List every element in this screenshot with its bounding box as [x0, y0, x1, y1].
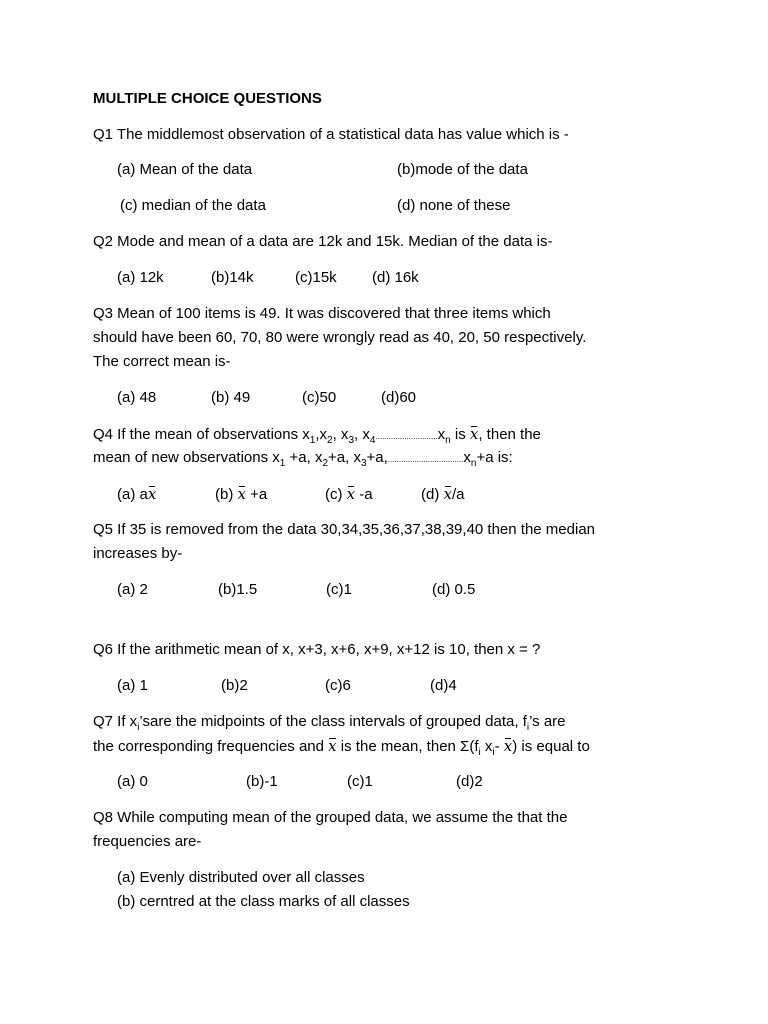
q3-option-d: (d)60 [381, 389, 417, 406]
question-5-line-1: Q5 If 35 is removed from the data 30,34,35,36,37,38,39,40 then the median [93, 521, 596, 538]
q5-option-a: (a) 2 [117, 581, 148, 598]
question-7-line-1: Q7 If $x_i’sare$ the midpoints of the class intervals of grouped data, $f_i’s$ are [93, 713, 566, 733]
q1-option-a: (a) Mean of the data [117, 161, 253, 178]
q3-option-a: (a) 48 [117, 389, 157, 406]
question-6: Q6 If the arithmetic mean of x, x+3, x+6, x+9, x+12 is 10, then x = ? [93, 641, 541, 658]
q5-option-d: (d) 0.5 [432, 581, 476, 598]
q6-option-b: (b)2 [221, 677, 248, 694]
question-4-line-1: Q4 If the mean of observations $x_1,x_2$, $x_3$, $x_4............................x_n$ is x, then the [93, 425, 541, 446]
q5-option-c: (c)1 [326, 581, 352, 598]
q4-option-c: (c) x -a [325, 485, 373, 503]
q5-option-b: (b)1.5 [218, 581, 258, 598]
question-8-line-2: frequencies are- [93, 833, 202, 850]
q7-option-d: (d)2 [456, 773, 483, 790]
question-2: Q2 Mode and mean of a data are 12k and 15k. Median of the data is- [93, 233, 553, 250]
x-bar-symbol: x [237, 485, 246, 503]
q2-option-a: (a) 12k [117, 269, 164, 286]
q6-option-a: (a) 1 [117, 677, 148, 694]
q6-option-c: (c)6 [325, 677, 351, 694]
q7-option-a: (a) 0 [117, 773, 148, 790]
q2-option-b: (b)14k [211, 269, 254, 286]
q3-option-b: (b) 49 [211, 389, 251, 406]
question-8-line-1: Q8 While computing mean of the grouped data, we assume the that the [93, 809, 568, 826]
q1-option-c: (c) median of the data [120, 197, 266, 214]
q4-option-b: (b) x +a [215, 485, 268, 503]
x-bar-symbol: x [328, 737, 337, 755]
q8-option-b: (b) cerntred at the class marks of all classes [117, 893, 410, 910]
question-3-line-1: Q3 Mean of 100 items is 49. It was discovered that three items which [93, 305, 551, 322]
question-4-line-2: mean of new observations $x_1 +a$, $x_2+a$, $x_3+a,..................................x_n+a$ is: [93, 449, 513, 469]
q4-option-a: (a) ax [117, 485, 157, 503]
q1-option-b: (b)mode of the data [397, 161, 528, 178]
x-bar-symbol: x [503, 737, 513, 755]
x-bar-symbol: x [469, 425, 479, 443]
question-3-line-2: should have been 60, 70, 80 were wrongly read as 40, 20, 50 respectively. [93, 329, 587, 346]
q8-option-a: (a) Evenly distributed over all classes [117, 869, 365, 886]
x-bar-symbol: x [443, 485, 452, 503]
question-5-line-2: increases by- [93, 545, 183, 562]
q1-option-d: (d) none of these [397, 197, 511, 214]
question-7-line-2: the corresponding frequencies and x is the mean, then $\Sigma(f_i$ $x_i-$ x) is equal to [93, 737, 590, 758]
q7-option-c: (c)1 [347, 773, 373, 790]
q4-option-d: (d) x/a [421, 485, 465, 503]
x-bar-symbol: x [346, 485, 356, 503]
question-1: Q1 The middlemost observation of a statistical data has value which is - [93, 126, 569, 143]
q2-option-d: (d) 16k [372, 269, 419, 286]
q7-option-b: (b)-1 [246, 773, 278, 790]
q6-option-d: (d)4 [430, 677, 457, 694]
q2-option-c: (c)15k [295, 269, 337, 286]
question-3-line-3: The correct mean is- [93, 353, 231, 370]
q3-option-c: (c)50 [302, 389, 337, 406]
page-title: MULTIPLE CHOICE QUESTIONS [93, 90, 322, 107]
x-bar-symbol: x [147, 485, 157, 503]
